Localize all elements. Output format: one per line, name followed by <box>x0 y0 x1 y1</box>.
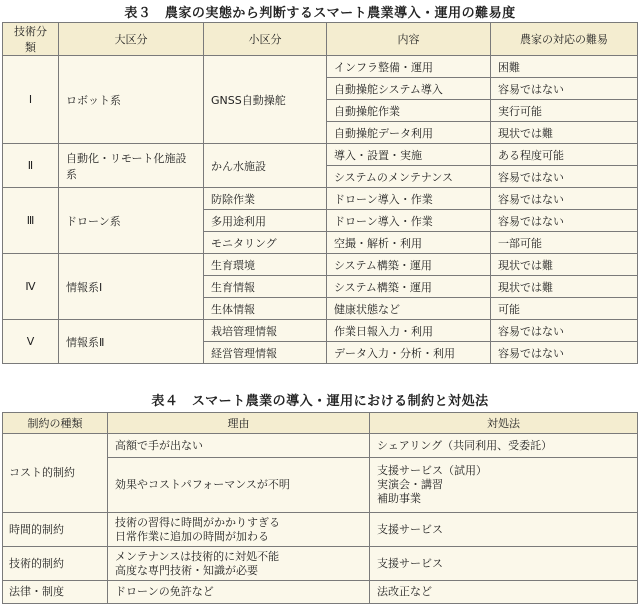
minor-category-cell: 多用途利用 <box>204 210 327 232</box>
constraint-type-cell: コスト的制約 <box>3 434 108 513</box>
minor-category-cell: 生体情報 <box>204 298 327 320</box>
difficulty-cell: 容易ではない <box>491 320 638 342</box>
content-cell: システム構築・運用 <box>327 276 491 298</box>
reason-cell <box>108 458 370 513</box>
solution-line: 法改正など <box>377 585 432 598</box>
difficulty-cell: 容易ではない <box>491 210 638 232</box>
content-cell: インフラ整備・運用 <box>327 56 491 78</box>
solution-cell <box>370 581 638 604</box>
major-category-cell: 情報系Ⅱ <box>59 320 204 364</box>
tech-category-cell: Ⅰ <box>3 56 59 144</box>
table-row <box>3 188 638 210</box>
solution-cell <box>370 547 638 581</box>
tech-category-cell: Ⅴ <box>3 320 59 364</box>
constraints-table <box>2 412 638 604</box>
table-row <box>3 320 638 342</box>
table-row <box>3 254 638 276</box>
header-minor-category: 小区分 <box>204 23 327 56</box>
minor-category-cell: かん水施設 <box>204 144 327 188</box>
reason-cell <box>108 434 370 458</box>
difficulty-table <box>2 22 638 364</box>
major-category-cell: ドローン系 <box>59 188 204 254</box>
tech-category-cell: Ⅱ <box>3 144 59 188</box>
reason-line: 高額で手が出ない <box>115 438 203 452</box>
difficulty-cell: 現状では難 <box>491 122 638 144</box>
header-content: 内容 <box>327 23 491 56</box>
difficulty-cell: 一部可能 <box>491 232 638 254</box>
minor-category-cell: 経営管理情報 <box>204 342 327 364</box>
header-constraint-type: 制約の種類 <box>3 413 108 434</box>
content-cell: 健康状態など <box>327 298 491 320</box>
constraint-type-cell: 時間的制約 <box>3 513 108 547</box>
major-category-cell: 自動化・リモート化施設系 <box>59 144 204 188</box>
difficulty-cell: 現状では難 <box>491 276 638 298</box>
content-cell: システム構築・運用 <box>327 254 491 276</box>
difficulty-cell: 困難 <box>491 56 638 78</box>
reason-line: 高度な専門技術・知識が必要 <box>115 563 258 577</box>
reason-cell <box>108 581 370 604</box>
difficulty-cell: 容易ではない <box>491 342 638 364</box>
table4-header-row <box>3 413 638 434</box>
reason-line: 効果やコストパフォーマンスが不明 <box>115 478 290 491</box>
solution-line: 補助事業 <box>377 492 421 505</box>
header-difficulty: 農家の対応の難易 <box>491 23 638 56</box>
difficulty-cell: ある程度可能 <box>491 144 638 166</box>
solution-line: 支援サービス（試用） <box>377 464 487 477</box>
difficulty-cell: 容易ではない <box>491 78 638 100</box>
solution-line: 支援サービス <box>377 522 443 536</box>
difficulty-cell: 可能 <box>491 298 638 320</box>
table3-title: 表３ 農家の実態から判断するスマート農業導入・運用の難易度 <box>124 6 516 21</box>
content-cell: システムのメンテナンス <box>327 166 491 188</box>
content-cell: 自動操舵システム導入 <box>327 78 491 100</box>
table-row <box>3 547 638 581</box>
table-row <box>3 581 638 604</box>
table-row <box>3 434 638 458</box>
minor-category-cell: 栽培管理情報 <box>204 320 327 342</box>
header-major-category: 大区分 <box>59 23 204 56</box>
minor-category-cell: 防除作業 <box>204 188 327 210</box>
minor-category-cell: 生育情報 <box>204 276 327 298</box>
content-cell: 自動操舵データ利用 <box>327 122 491 144</box>
reason-line: 技術の習得に時間がかかりすぎる <box>115 515 280 529</box>
header-solution: 対処法 <box>370 413 638 434</box>
content-cell: ドローン導入・作業 <box>327 210 491 232</box>
constraint-type-cell: 技術的制約 <box>3 547 108 581</box>
reason-line: メンテナンスは技術的に対処不能 <box>115 549 280 563</box>
header-tech-category: 技術分類 <box>3 23 59 56</box>
tech-category-cell: Ⅲ <box>3 188 59 254</box>
difficulty-cell: 容易ではない <box>491 166 638 188</box>
constraint-type-cell: 法律・制度 <box>3 581 108 604</box>
content-cell: ドローン導入・作業 <box>327 188 491 210</box>
minor-category-cell: GNSS自動操舵 <box>204 56 327 144</box>
tech-category-cell: Ⅳ <box>3 254 59 320</box>
table4-title: 表４ スマート農業の導入・運用における制約と対処法 <box>151 394 489 409</box>
header-reason: 理由 <box>108 413 370 434</box>
table-row <box>3 144 638 166</box>
table-row <box>3 56 638 78</box>
difficulty-cell: 容易ではない <box>491 188 638 210</box>
content-cell: 導入・設置・実施 <box>327 144 491 166</box>
solution-line: 支援サービス <box>377 556 443 570</box>
minor-category-cell: 生育環境 <box>204 254 327 276</box>
table3-header-row <box>3 23 638 56</box>
content-cell: 作業日報入力・利用 <box>327 320 491 342</box>
solution-line: シェアリング（共同利用、受委託） <box>377 438 553 452</box>
reason-line: ドローンの免許など <box>115 585 214 598</box>
table-row <box>3 513 638 547</box>
reason-line: 日常作業に追加の時間が加わる <box>115 529 269 543</box>
difficulty-cell: 現状では難 <box>491 254 638 276</box>
major-category-cell: 情報系Ⅰ <box>59 254 204 320</box>
difficulty-cell: 実行可能 <box>491 100 638 122</box>
content-cell: 空撮・解析・利用 <box>327 232 491 254</box>
content-cell: データ入力・分析・利用 <box>327 342 491 364</box>
major-category-cell: ロボット系 <box>59 56 204 144</box>
solution-cell <box>370 458 638 513</box>
solution-cell <box>370 434 638 458</box>
reason-cell <box>108 547 370 581</box>
solution-line: 実演会・講習 <box>377 478 443 491</box>
solution-cell <box>370 513 638 547</box>
minor-category-cell: モニタリング <box>204 232 327 254</box>
reason-cell <box>108 513 370 547</box>
content-cell: 自動操舵作業 <box>327 100 491 122</box>
